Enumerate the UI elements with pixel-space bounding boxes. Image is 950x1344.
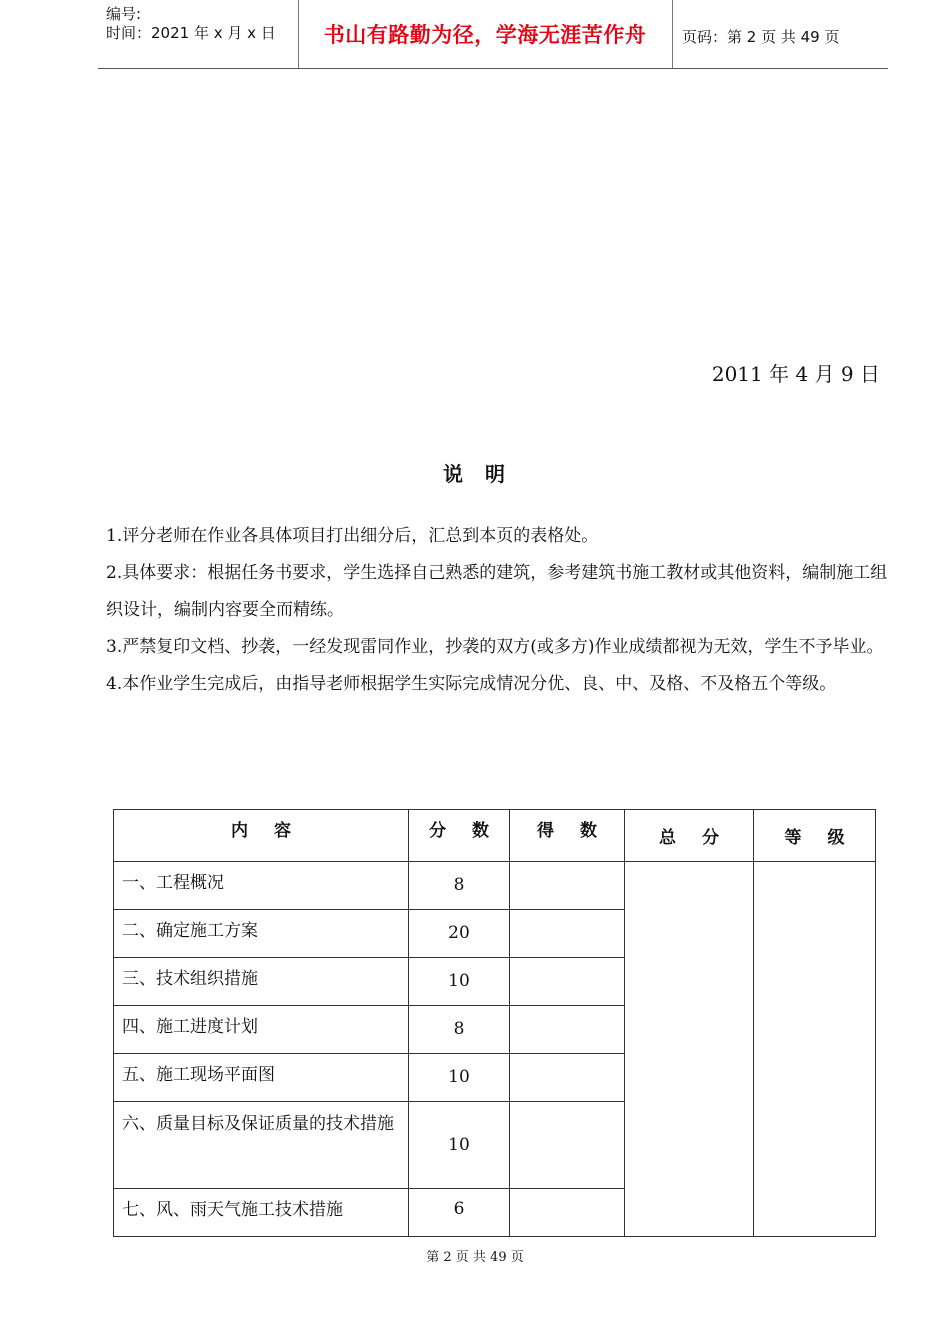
note-item: 1.评分老师在作业各具体项目打出细分后，汇总到本页的表格处。: [106, 526, 599, 546]
row-points: 20: [409, 910, 510, 958]
instructions: [106, 518, 896, 703]
row-points: 8: [409, 1006, 510, 1054]
total-score-cell[interactable]: [625, 862, 754, 1237]
header-earned: 得 数: [510, 810, 625, 862]
table-row: [114, 862, 876, 910]
time-label: 时间：2021 年 x 月 x 日: [106, 24, 276, 42]
header-total: 总 分: [625, 810, 754, 862]
document-date: 2011 年 4 月 9 日: [711, 362, 880, 386]
row-item: 三、技术组织措施: [114, 958, 409, 1006]
page-header: [98, 0, 888, 69]
row-item: 五、施工现场平面图: [114, 1054, 409, 1102]
title-char-2: 明: [485, 462, 507, 486]
grade-cell[interactable]: [754, 862, 876, 1237]
motto: 书山有路勤为径，学海无涯苦作舟: [298, 0, 673, 68]
table-header-row: [114, 810, 876, 862]
row-points: 6: [409, 1189, 510, 1237]
grading-table: [113, 809, 876, 1237]
row-points: 10: [409, 958, 510, 1006]
row-item: 七、风、雨天气施工技术措施: [114, 1189, 409, 1237]
row-earned-cell[interactable]: [510, 1054, 625, 1102]
row-item: 四、施工进度计划: [114, 1006, 409, 1054]
row-item: 二、确定施工方案: [114, 910, 409, 958]
row-item: 六、质量目标及保证质量的技术措施: [114, 1102, 409, 1189]
page-footer: 第 2 页 共 49 页: [426, 1250, 524, 1265]
section-title: [0, 458, 950, 487]
row-item: 一、工程概况: [114, 862, 409, 910]
row-earned-cell[interactable]: [510, 910, 625, 958]
header-points: 分 数: [409, 810, 510, 862]
header-meta: [98, 0, 299, 68]
row-points: 10: [409, 1054, 510, 1102]
row-points: 8: [409, 862, 510, 910]
row-earned-cell[interactable]: [510, 862, 625, 910]
page-info: 页码：第 2 页 共 49 页: [682, 28, 840, 46]
serial-label: 编号:: [106, 5, 142, 23]
note-item: 3.严禁复印文档、抄袭，一经发现雷同作业，抄袭的双方(或多方)作业成绩都视为无效，学生不予毕业。: [106, 637, 884, 657]
row-earned-cell[interactable]: [510, 1189, 625, 1237]
row-earned-cell[interactable]: [510, 1102, 625, 1189]
note-item: 2.具体要求：根据任务书要求，学生选择自己熟悉的建筑，参考建筑书施工教材或其他资料，编制施工组织设计，编制内容要全而精练。: [106, 563, 888, 620]
row-points: 10: [409, 1102, 510, 1189]
row-earned-cell[interactable]: [510, 958, 625, 1006]
note-item: 4.本作业学生完成后，由指导老师根据学生实际完成情况分优、良、中、及格、不及格五个等级。: [106, 674, 837, 694]
row-earned-cell[interactable]: [510, 1006, 625, 1054]
title-char-1: 说: [443, 462, 465, 486]
header-grade: 等 级: [754, 810, 876, 862]
header-content: 内 容: [114, 810, 409, 862]
